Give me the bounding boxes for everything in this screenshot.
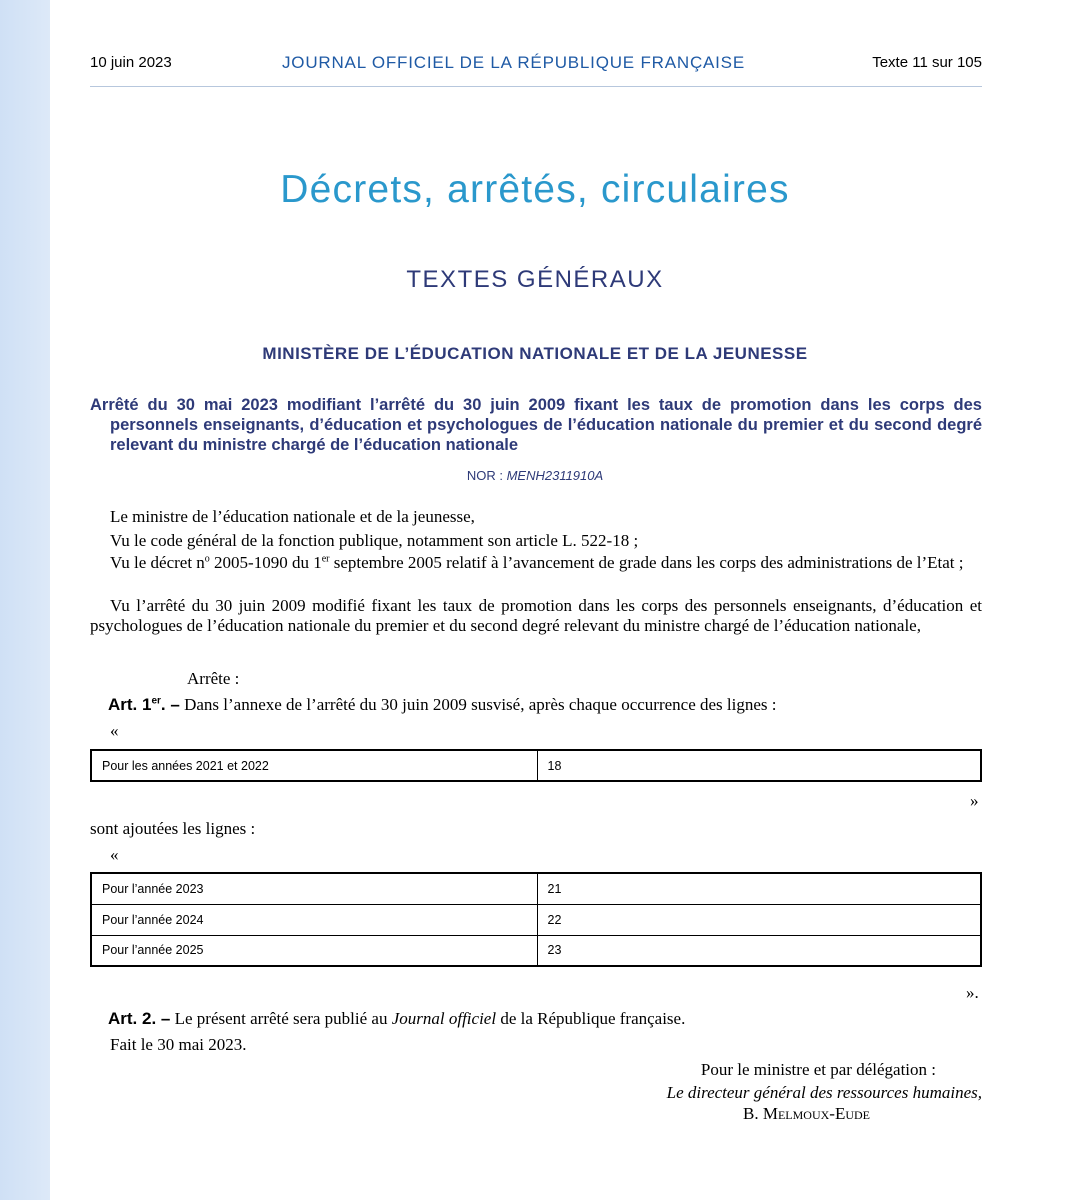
arrete-title-text: Arrêté du 30 mai 2023 modifiant l’arrêté du 30 juin 2009 fixant les taux de promotion dans les corps des personnels enseignants, d’éducation et psychologues de l’éducation nationale du premier et du second degré relevant du ministre chargé de l’éducation nationale [90, 396, 982, 454]
signatory-role: Le directeur général des ressources humaines, [666, 1083, 982, 1102]
table-row [91, 904, 981, 935]
ministry-name: MINISTÈRE DE L’ÉDUCATION NATIONALE ET DE LA JEUNESSE [262, 344, 808, 363]
preamble-vu-code: Vu le code général de la fonction publique, notamment son article L. 522-18 ; [110, 531, 639, 550]
added-lines-text: sont ajoutées les lignes : [90, 819, 256, 838]
table-row [91, 935, 981, 966]
header-journal-title: JOURNAL OFFICIEL DE LA RÉPUBLIQUE FRANÇAISE [282, 53, 745, 72]
preamble-arrete: Arrête : [187, 669, 240, 688]
article-1-label [108, 695, 180, 714]
document-page [50, 40, 1071, 1200]
signatory-name-part2: ude [845, 1104, 870, 1123]
fait-le: Fait le 30 mai 2023. [110, 1035, 247, 1054]
signatory-name-part: elmoux [777, 1104, 830, 1123]
section-title: Décrets, arrêtés, circulaires [280, 168, 790, 211]
vu-decret-part-c: septembre 2005 relatif à l’avancement de grade dans les corps des administrations de l’Etat ; [329, 553, 964, 572]
table-cell-value: 18 [537, 750, 981, 781]
preamble-vu-arrete: Vu l’arrêté du 30 juin 2009 modifié fixant les taux de promotion dans les corps des personnels enseignants, d’éducation et psychologues de l’éducation nationale du premier et du second degré relevant du ministre chargé de l’éducation nationale, [90, 596, 982, 635]
header-text-number: Texte 11 sur 105 [872, 54, 982, 71]
table-row [91, 873, 981, 904]
vu-decret-sup-er: er [321, 553, 330, 565]
open-quote-2: « [110, 845, 119, 864]
table-cell-value: 21 [537, 873, 981, 904]
article-1 [108, 695, 988, 715]
table-cell-label: Pour l’année 2025 [91, 935, 537, 966]
close-quote-1: » [970, 791, 979, 810]
table-row [91, 750, 981, 781]
table-after [90, 872, 982, 967]
article-2-journal: Journal officiel [391, 1009, 497, 1028]
arrete-title [90, 395, 982, 455]
article-2-text-b: de la République française. [500, 1009, 686, 1028]
table-before [90, 749, 982, 782]
article-1-label-b: . – [160, 695, 180, 714]
vu-decret-part-b: 2005-1090 du 1 [209, 553, 322, 572]
signatory-dash: -E [829, 1104, 846, 1123]
table-cell-value: 22 [537, 904, 981, 935]
article-1-text: Dans l’annexe de l’arrêté du 30 juin 2009 susvisé, après chaque occurrence des lignes : [184, 695, 777, 714]
vu-decret-sup-o: o [204, 553, 210, 565]
table-cell-label: Pour l’année 2024 [91, 904, 537, 935]
nor-reference [50, 468, 1020, 483]
preamble-intro: Le ministre de l’éducation nationale et de la jeunesse, [110, 507, 475, 526]
article-1-label-sup: er [151, 695, 161, 707]
open-quote-1: « [110, 721, 119, 740]
close-quote-2: ». [966, 983, 979, 1002]
article-2-text-a: Le présent arrêté sera publié au [174, 1009, 388, 1028]
header-divider [90, 86, 982, 87]
article-1-label-a: Art. 1 [108, 695, 152, 714]
header-date: 10 juin 2023 [90, 54, 172, 71]
preamble-vu-decret [90, 553, 982, 573]
table-cell-label: Pour les années 2021 et 2022 [91, 750, 537, 781]
sub-title: TEXTES GÉNÉRAUX [406, 266, 664, 293]
nor-code: MENH2311910A [506, 468, 604, 483]
article-2 [108, 1009, 988, 1029]
delegation-line: Pour le ministre et par délégation : [700, 1060, 936, 1079]
table-cell-label: Pour l’année 2023 [91, 873, 537, 904]
signatory-initial: B. M [742, 1104, 778, 1123]
nor-label: NOR : [466, 468, 503, 483]
article-2-label: Art. 2. – [108, 1009, 171, 1028]
vu-decret-part-a: Vu le décret n [110, 553, 205, 572]
page-margin-strip [0, 0, 50, 1200]
signatory-name [590, 1104, 870, 1124]
table-cell-value: 23 [537, 935, 981, 966]
